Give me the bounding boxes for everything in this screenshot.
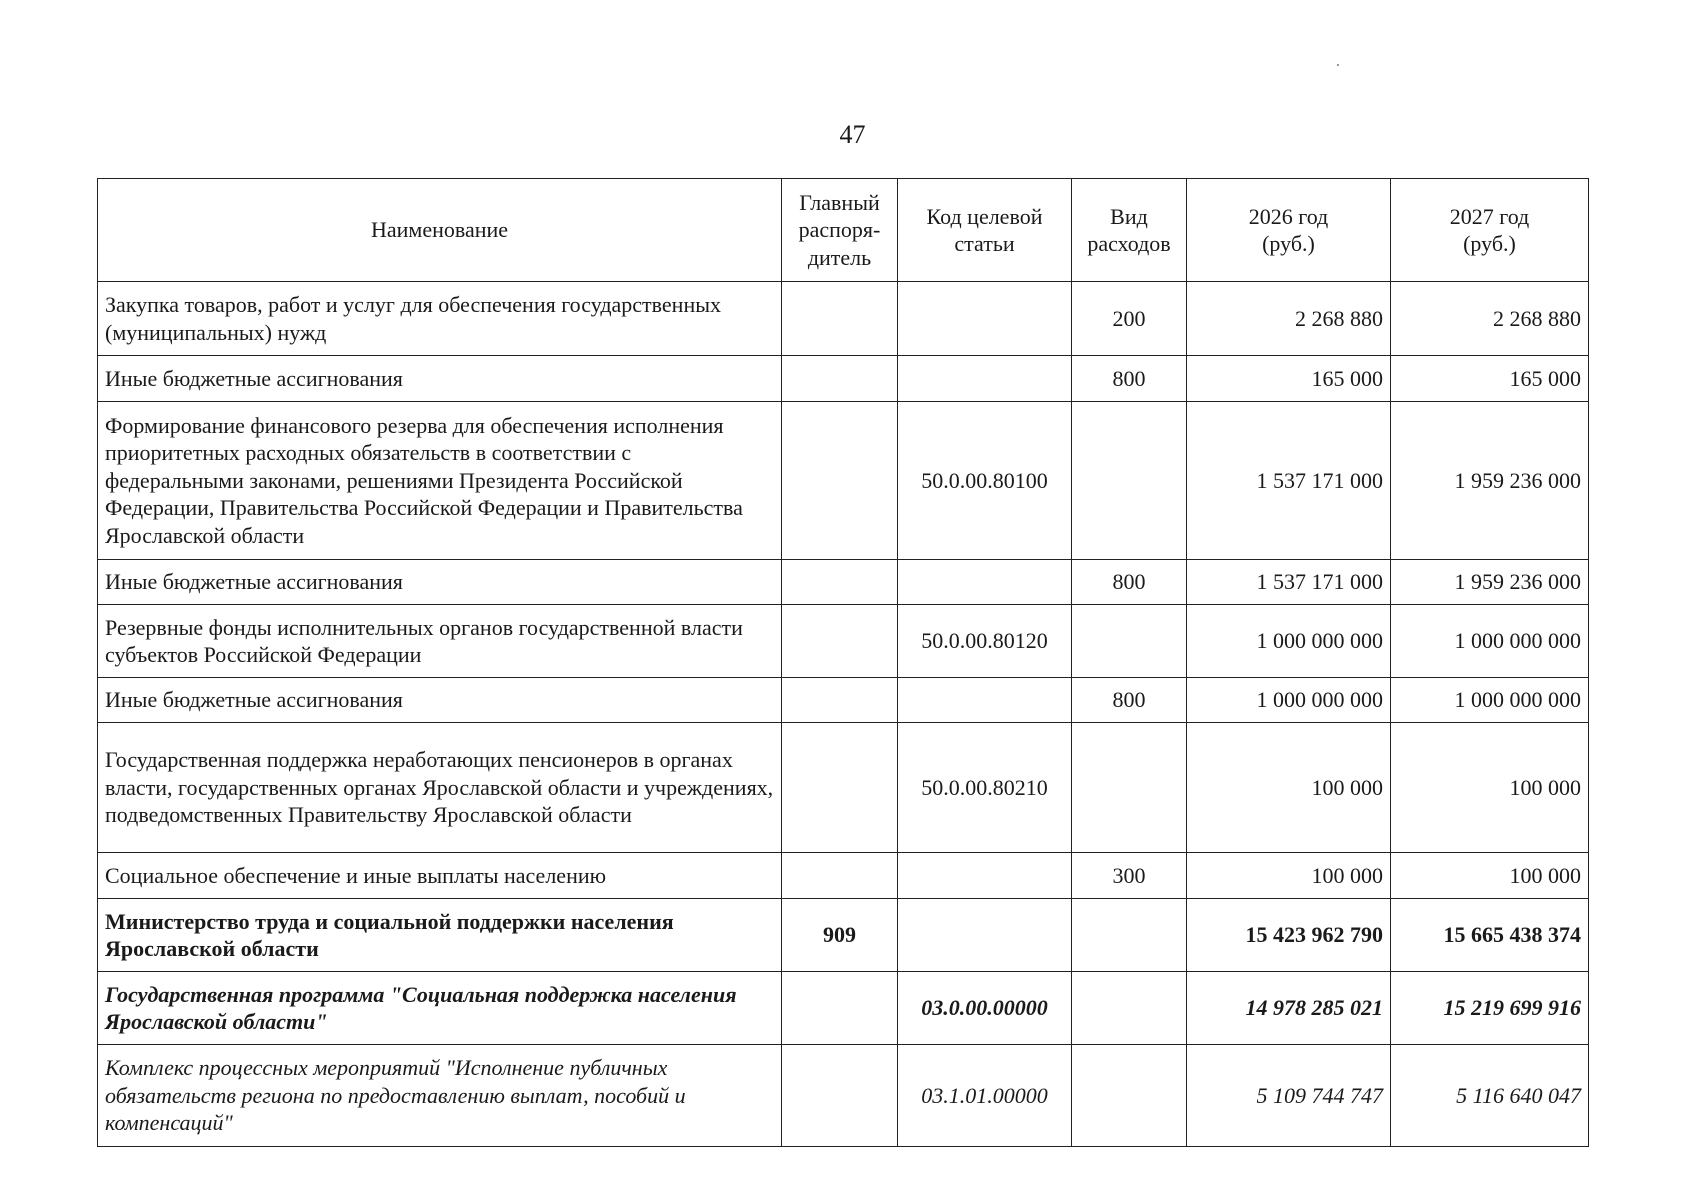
scan-speck	[1337, 64, 1339, 66]
table-row	[98, 723, 1589, 853]
row-target-code	[898, 899, 1072, 972]
row-target-code	[898, 678, 1072, 723]
row-target-code: 03.1.01.00000	[898, 1045, 1072, 1147]
row-expense-type	[1072, 972, 1187, 1045]
row-year-2027: 15 219 699 916	[1391, 972, 1589, 1045]
row-year-2027: 5 116 640 047	[1391, 1045, 1589, 1147]
row-expense-type	[1072, 605, 1187, 678]
row-year-2027: 2 268 880	[1391, 282, 1589, 356]
row-main-manager	[782, 678, 898, 723]
row-target-code: 03.0.00.00000	[898, 972, 1072, 1045]
row-target-code	[898, 560, 1072, 605]
table-row	[98, 605, 1589, 678]
row-year-2026: 1 537 171 000	[1187, 560, 1391, 605]
table-row	[98, 560, 1589, 605]
row-expense-type: 800	[1072, 560, 1187, 605]
row-year-2027: 165 000	[1391, 356, 1589, 402]
row-expense-type	[1072, 899, 1187, 972]
header-main-manager: Главный распоря- дитель	[782, 179, 898, 282]
row-year-2026: 15 423 962 790	[1187, 899, 1391, 972]
row-year-2027: 100 000	[1391, 853, 1589, 899]
row-year-2027: 1 959 236 000	[1391, 402, 1589, 560]
row-main-manager	[782, 560, 898, 605]
row-name: Иные бюджетные ассигнования	[98, 678, 782, 723]
page-number: 47	[839, 120, 866, 149]
row-target-code	[898, 282, 1072, 356]
row-year-2026: 165 000	[1187, 356, 1391, 402]
row-main-manager	[782, 853, 898, 899]
row-year-2027: 15 665 438 374	[1391, 899, 1589, 972]
budget-table	[97, 178, 1589, 1147]
row-name: Министерство труда и социальной поддержки населения Ярославской области	[98, 899, 782, 972]
row-name: Социальное обеспечение и иные выплаты населению	[98, 853, 782, 899]
row-year-2026: 1 000 000 000	[1187, 605, 1391, 678]
row-year-2026: 1 537 171 000	[1187, 402, 1391, 560]
row-name: Формирование финансового резерва для обеспечения исполнения приоритетных расходных обязательств в соответствии с федеральными законами, решениями Президента Российской Федерации, Правительства Российской Федерации и Правительства Ярославской области	[98, 402, 782, 560]
row-year-2026: 14 978 285 021	[1187, 972, 1391, 1045]
row-main-manager	[782, 356, 898, 402]
row-name: Государственная программа "Социальная поддержка населения Ярославской области"	[98, 972, 782, 1045]
row-target-code: 50.0.00.80120	[898, 605, 1072, 678]
row-main-manager	[782, 972, 898, 1045]
row-main-manager	[782, 605, 898, 678]
table-row	[98, 678, 1589, 723]
row-year-2026: 100 000	[1187, 853, 1391, 899]
row-target-code	[898, 853, 1072, 899]
row-name: Государственная поддержка неработающих пенсионеров в органах власти, государственных органах Ярославской области и учреждениях, подведомственных Правительству Ярославской области	[98, 723, 782, 853]
row-year-2027: 1 000 000 000	[1391, 605, 1589, 678]
row-main-manager	[782, 1045, 898, 1147]
row-main-manager	[782, 282, 898, 356]
table-row	[98, 356, 1589, 402]
row-year-2027: 1 000 000 000	[1391, 678, 1589, 723]
header-target-code: Код целевой статьи	[898, 179, 1072, 282]
row-name: Закупка товаров, работ и услуг для обеспечения государственных (муниципальных) нужд	[98, 282, 782, 356]
table-row	[98, 282, 1589, 356]
table-row	[98, 1045, 1589, 1147]
table-row	[98, 899, 1589, 972]
row-year-2027: 100 000	[1391, 723, 1589, 853]
row-year-2026: 100 000	[1187, 723, 1391, 853]
row-target-code: 50.0.00.80210	[898, 723, 1072, 853]
row-main-manager	[782, 402, 898, 560]
row-year-2027: 1 959 236 000	[1391, 560, 1589, 605]
row-name: Иные бюджетные ассигнования	[98, 356, 782, 402]
row-name: Резервные фонды исполнительных органов государственной власти субъектов Российской Федерации	[98, 605, 782, 678]
row-year-2026: 1 000 000 000	[1187, 678, 1391, 723]
row-target-code	[898, 356, 1072, 402]
table-row	[98, 972, 1589, 1045]
row-name: Иные бюджетные ассигнования	[98, 560, 782, 605]
row-year-2026: 5 109 744 747	[1187, 1045, 1391, 1147]
table-row	[98, 402, 1589, 560]
header-name: Наименование	[98, 179, 782, 282]
row-main-manager: 909	[782, 899, 898, 972]
table-row	[98, 853, 1589, 899]
header-year-2027: 2027 год (руб.)	[1391, 179, 1589, 282]
row-main-manager	[782, 723, 898, 853]
row-expense-type	[1072, 723, 1187, 853]
table-header-row	[98, 179, 1589, 282]
row-expense-type	[1072, 402, 1187, 560]
row-expense-type: 200	[1072, 282, 1187, 356]
header-year-2026: 2026 год (руб.)	[1187, 179, 1391, 282]
row-target-code: 50.0.00.80100	[898, 402, 1072, 560]
row-name: Комплекс процессных мероприятий "Исполнение публичных обязательств региона по предоставлению выплат, пособий и компенсаций"	[98, 1045, 782, 1147]
row-expense-type: 800	[1072, 356, 1187, 402]
header-expense-type: Вид расходов	[1072, 179, 1187, 282]
row-year-2026: 2 268 880	[1187, 282, 1391, 356]
row-expense-type: 300	[1072, 853, 1187, 899]
row-expense-type: 800	[1072, 678, 1187, 723]
row-expense-type	[1072, 1045, 1187, 1147]
